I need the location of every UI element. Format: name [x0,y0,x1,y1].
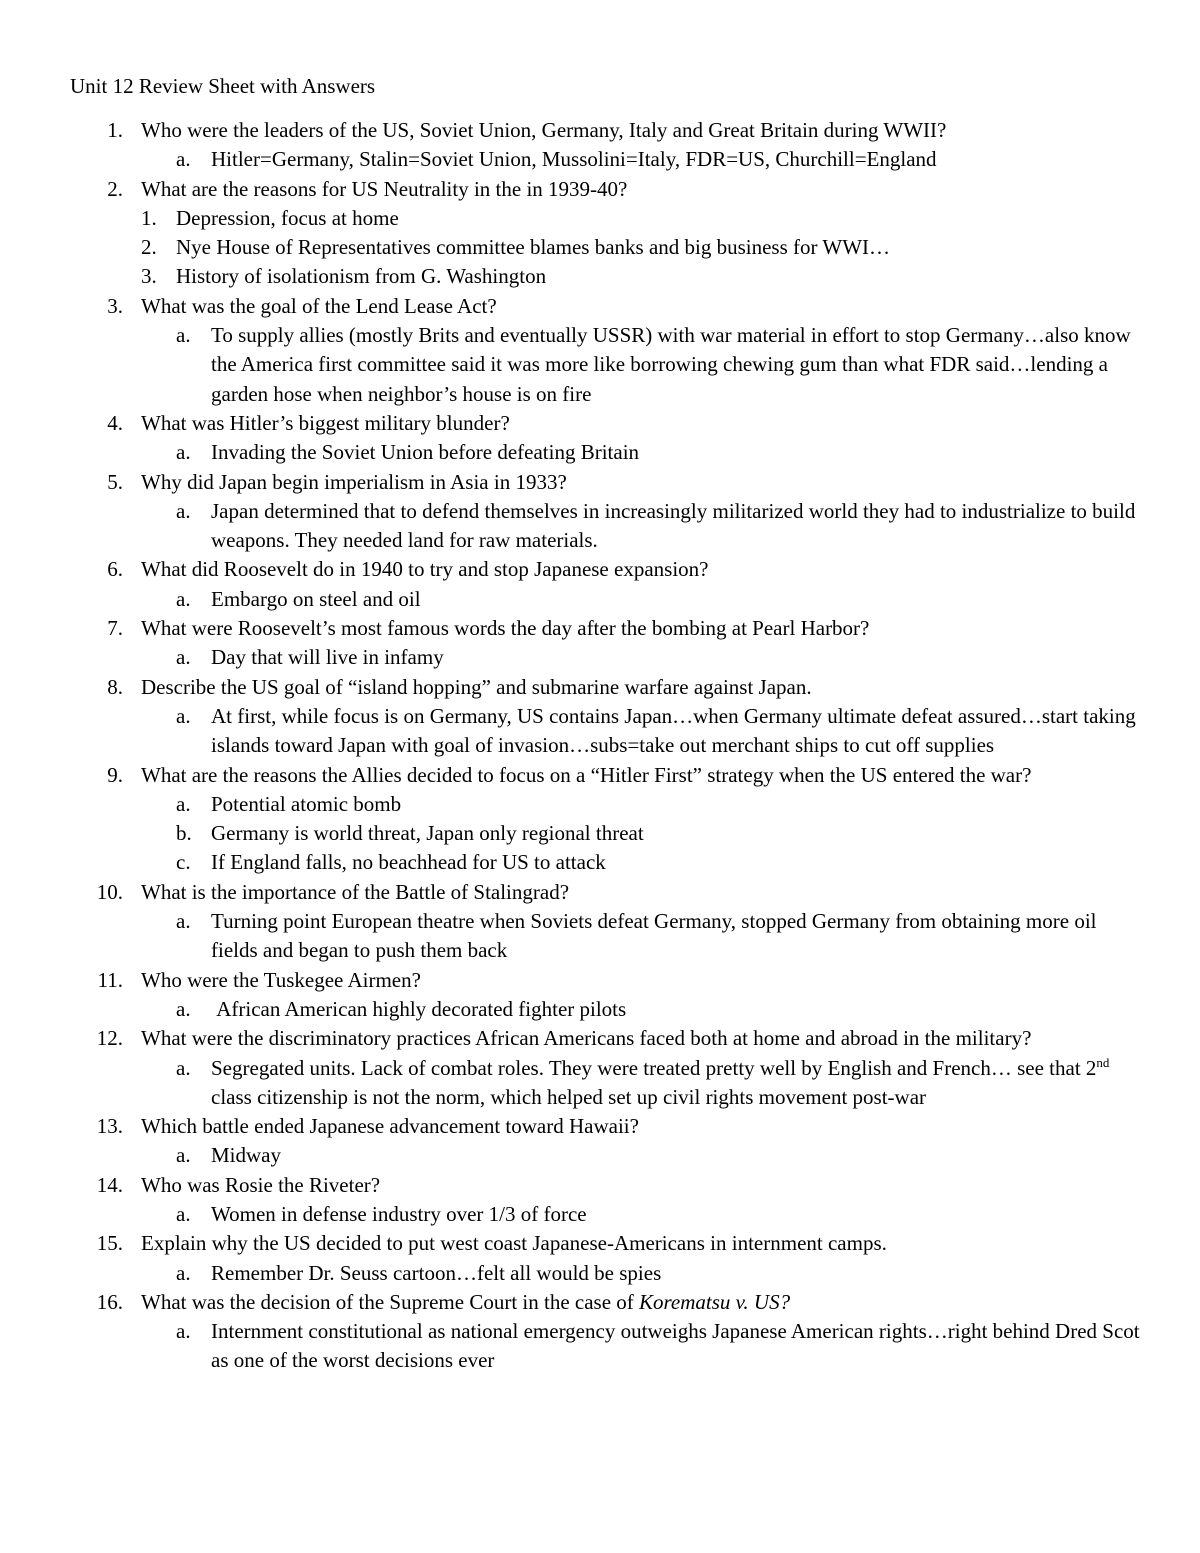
question-9 [0,761,1200,790]
answer-14a [0,1200,1200,1229]
answer-letter: a. [176,1055,191,1080]
answer-text: Depression, focus at home [176,205,399,230]
answer-text: Women in defense industry over 1/3 of force [211,1201,587,1226]
answer-13a [0,1141,1200,1170]
answer-text: Day that will live in infamy [211,645,444,670]
answer-text: Germany is world threat, Japan only regional threat [211,821,644,846]
answer-text: Nye House of Representatives committee blames banks and big business for WWI… [176,235,891,260]
answer-letter: c. [176,850,191,875]
question-text [141,1288,1140,1317]
answer-letter: a. [176,586,191,611]
answer-letter: a. [176,1143,191,1168]
question-14 [0,1171,1200,1200]
answer-text-part: class citizenship is not the norm, which helped set up civil rights movement post-war [211,1084,927,1109]
question-text: What did Roosevelt do in 1940 to try and stop Japanese expansion? [141,557,709,582]
question-16 [0,1288,1200,1317]
document-title: Unit 12 Review Sheet with Answers [70,74,376,98]
answer-text: Turning point European theatre when Soviets defeat Germany, stopped Germany from obtaining more oil fields and began to push them back [211,909,1097,963]
answer-text: Remember Dr. Seuss cartoon…felt all would be spies [211,1260,662,1285]
question-12 [0,1024,1200,1053]
answer-6a [0,585,1200,614]
answer-text: Invading the Soviet Union before defeating Britain [211,440,640,465]
answer-16a [0,1317,1200,1376]
question-text: What are the reasons the Allies decided to focus on a “Hitler First” strategy when the US entered the war? [141,762,1032,787]
answer-letter: a. [176,909,191,934]
question-text: Why did Japan begin imperialism in Asia in 1933? [141,469,567,494]
question-text: What was the goal of the Lend Lease Act? [141,293,497,318]
answer-11a [0,995,1200,1024]
question-2 [0,175,1200,204]
question-8 [0,673,1200,702]
question-10 [0,878,1200,907]
answer-text: Japan determined that to defend themselves in increasingly militarized world they had to industrialize to build weapons. They needed land for raw materials. [211,498,1136,553]
answer-letter: b. [176,821,192,846]
answer-7a [0,643,1200,672]
question-number: 12. [96,1026,123,1051]
answer-2-3 [0,262,1200,291]
question-number: 9. [107,762,123,787]
question-number: 2. [107,176,123,201]
question-4 [0,409,1200,438]
answer-9c [0,848,1200,877]
question-number: 13. [96,1114,123,1139]
answer-letter: a. [176,996,191,1021]
answer-2-2 [0,233,1200,262]
question-text-part: What was the decision of the Supreme Court in the case of [141,1289,640,1314]
answer-letter: a. [176,440,191,465]
answer-letter: a. [176,1260,191,1285]
answer-9a [0,790,1200,819]
question-text: Who were the leaders of the US, Soviet Union, Germany, Italy and Great Britain during WWII? [141,118,947,142]
answer-letter: a. [176,498,191,523]
question-text: What is the importance of the Battle of Stalingrad? [141,879,570,904]
question-number: 10. [96,879,123,904]
answer-letter: a. [176,1201,191,1226]
question-number: 16. [96,1289,123,1314]
answer-text-part: Segregated units. Lack of combat roles. They were treated pretty well by English and French… see that 2 [211,1055,1097,1080]
answer-4a [0,438,1200,467]
question-15 [0,1229,1200,1258]
answer-letter: a. [176,645,191,670]
answer-text: History of isolationism from G. Washington [176,264,547,289]
question-1 [0,116,1200,145]
answer-number: 1. [141,205,157,230]
answer-letter: a. [176,1319,191,1344]
answer-2-1 [0,204,1200,233]
answer-15a [0,1259,1200,1288]
answer-text: Potential atomic bomb [211,791,402,816]
question-number: 7. [107,616,123,641]
answer-text: If England falls, no beachhead for US to attack [211,850,606,875]
question-number: 5. [107,469,123,494]
question-6 [0,555,1200,584]
answer-12a [0,1054,1200,1113]
answer-text: Embargo on steel and oil [211,586,421,611]
question-number: 15. [96,1231,123,1256]
question-text: Explain why the US decided to put west coast Japanese-Americans in internment camps. [141,1231,887,1256]
question-text: What were the discriminatory practices African Americans faced both at home and abroad in the military? [141,1026,1032,1051]
question-13 [0,1112,1200,1141]
answer-text: Midway [211,1143,281,1168]
answer-text: African American highly decorated fighter pilots [211,996,627,1021]
question-number: 4. [107,410,123,435]
answer-10a [0,907,1200,966]
question-number: 3. [107,293,123,318]
answer-text: Internment constitutional as national emergency outweighs Japanese American rights…right behind Dred Scot as one of the worst decisions ever [211,1319,1140,1373]
ordinal-superscript: nd [1096,1054,1110,1070]
question-11 [0,966,1200,995]
answer-number: 3. [141,264,157,289]
question-number: 11. [97,967,123,992]
answer-letter: a. [176,147,191,172]
case-name: Korematsu v. US? [639,1289,791,1314]
question-7 [0,614,1200,643]
question-number: 1. [107,118,123,142]
question-3 [0,292,1200,321]
question-number: 6. [107,557,123,582]
answer-8a [0,702,1200,761]
question-text: What are the reasons for US Neutrality in the in 1939-40? [141,176,628,201]
question-list [0,116,1200,1376]
question-text: Which battle ended Japanese advancement toward Hawaii? [141,1114,639,1139]
answer-3a [0,321,1200,409]
answer-letter: a. [176,703,191,728]
answer-number: 2. [141,235,157,260]
question-number: 8. [107,674,123,699]
answer-letter: a. [176,791,191,816]
question-5 [0,468,1200,497]
answer-1a [0,145,1200,174]
answer-text: At first, while focus is on Germany, US contains Japan…when Germany ultimate defeat assured…start taking islands toward Japan with goal of invasion…subs=take out merchant ships to cut off supplies [211,703,1136,758]
answer-text: To supply allies (mostly Brits and eventually USSR) with war material in effort to stop Germany…also know the America first committee said it was more like borrowing chewing gum than what FDR said…lending a garden hose when neighbor’s house is on fire [211,323,1131,406]
answer-letter: a. [176,323,191,348]
question-text: What was Hitler’s biggest military blunder? [141,410,510,435]
question-text: Who were the Tuskegee Airmen? [141,967,421,992]
answer-text: Hitler=Germany, Stalin=Soviet Union, Mussolini=Italy, FDR=US, Churchill=England [211,147,937,172]
question-text: What were Roosevelt’s most famous words the day after the bombing at Pearl Harbor? [141,616,870,641]
answer-text [211,1054,1140,1113]
answer-9b [0,819,1200,848]
question-number: 14. [96,1172,123,1197]
question-text: Who was Rosie the Riveter? [141,1172,381,1197]
question-text: Describe the US goal of “island hopping” and submarine warfare against Japan. [141,674,812,699]
answer-5a [0,497,1200,556]
